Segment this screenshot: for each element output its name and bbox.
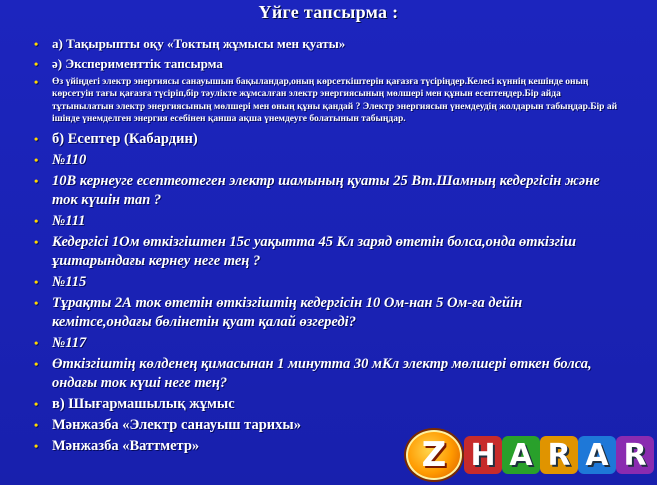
item-text: 10В кернеуге есептеотеген электр шамының қуаты 25 Вт.Шамның кедергісін және ток күшін тап ? [52, 172, 600, 208]
item-text: №117 [52, 334, 87, 351]
item-text: Мәнжазба «Электр санауыш тарихы» [52, 416, 301, 433]
list-item [34, 56, 624, 72]
list-item [34, 273, 624, 292]
logo-badge-letter: Z [421, 435, 447, 475]
list-item [34, 294, 624, 332]
bullet-icon: • [34, 173, 39, 188]
logo-letter: R [540, 436, 578, 474]
item-text: №110 [52, 151, 87, 168]
item-text: ә) Эксперименттік тапсырма [52, 56, 223, 71]
zharar-logo [406, 430, 652, 478]
assignment-list [34, 36, 624, 458]
item-text: Өз үйіңдегі электр энергиясы санауышын бақыландар,оның көрсеткіштерін қағазға түсіріңдер.Келесі күннің кешінде оның көрсетуін тағы қағазға түсіріп,бір тәулікте жұмсалған электр энергиясының мөлшері мен құнын есептеңдер.Бір айда тұтынылатын электр энергиясының мөлшері мен оның құны қандай ? Электр энергиясын үнемдеудің жолдарын табыңдар.Бір ай ішінде үнемделген энергия есебінен қанша ақша үнемдеуге болатынын табыңдар. [52, 77, 618, 125]
list-item [34, 172, 624, 210]
list-item [34, 233, 624, 271]
bullet-icon: • [34, 356, 39, 371]
item-text: №111 [52, 212, 86, 229]
bullet-icon: • [34, 152, 39, 167]
list-item [34, 151, 624, 170]
item-text: Тұрақты 2А ток өтетін өткізгіштің кедергісін 10 Ом-нан 5 Ом-ға дейін кемітсе,ондағы бөлінетін қуат қалай өзгереді? [52, 294, 523, 330]
item-text: в) Шығармашылық жұмыс [52, 395, 235, 412]
bullet-icon: • [34, 335, 39, 350]
bullet-icon: • [34, 438, 39, 453]
logo-badge-icon [406, 430, 462, 480]
item-text: а) Тақырыпты оқу «Токтың жұмысы мен қуаты» [52, 36, 346, 51]
item-text: б) Есептер (Кабардин) [52, 130, 198, 147]
bullet-icon: • [34, 131, 39, 146]
bullet-icon: • [34, 234, 39, 249]
list-item [34, 334, 624, 353]
list-item [34, 212, 624, 231]
list-item [34, 395, 624, 414]
list-item [34, 76, 624, 126]
logo-letter: R [616, 436, 654, 474]
list-item [34, 355, 624, 393]
logo-letter: A [502, 436, 540, 474]
item-text: Кедергісі 1Ом өткізгіштен 15с уақытта 45 Кл заряд өтетін болса,онда өткізгіш ұштарындағы кернеу неге тең ? [52, 233, 577, 269]
list-item [34, 36, 624, 52]
bullet-icon: • [34, 396, 39, 411]
item-text: Мәнжазба «Ваттметр» [52, 437, 200, 454]
slide-title: Үйге тапсырма : [258, 2, 399, 22]
bullet-icon: • [34, 57, 39, 71]
bullet-icon: • [34, 417, 39, 432]
bullet-icon: • [34, 75, 39, 89]
item-text: №115 [52, 273, 87, 290]
bullet-icon: • [34, 37, 39, 51]
bullet-icon: • [34, 295, 39, 310]
bullet-icon: • [34, 274, 39, 289]
logo-letter: H [464, 436, 502, 474]
item-text: Өткізгіштің көлденең қимасынан 1 минутта 30 мКл электр мөлшері өткен болса, ондағы ток күші неге тең? [52, 355, 592, 391]
list-item [34, 130, 624, 149]
bullet-icon: • [34, 213, 39, 228]
logo-letter: A [578, 436, 616, 474]
